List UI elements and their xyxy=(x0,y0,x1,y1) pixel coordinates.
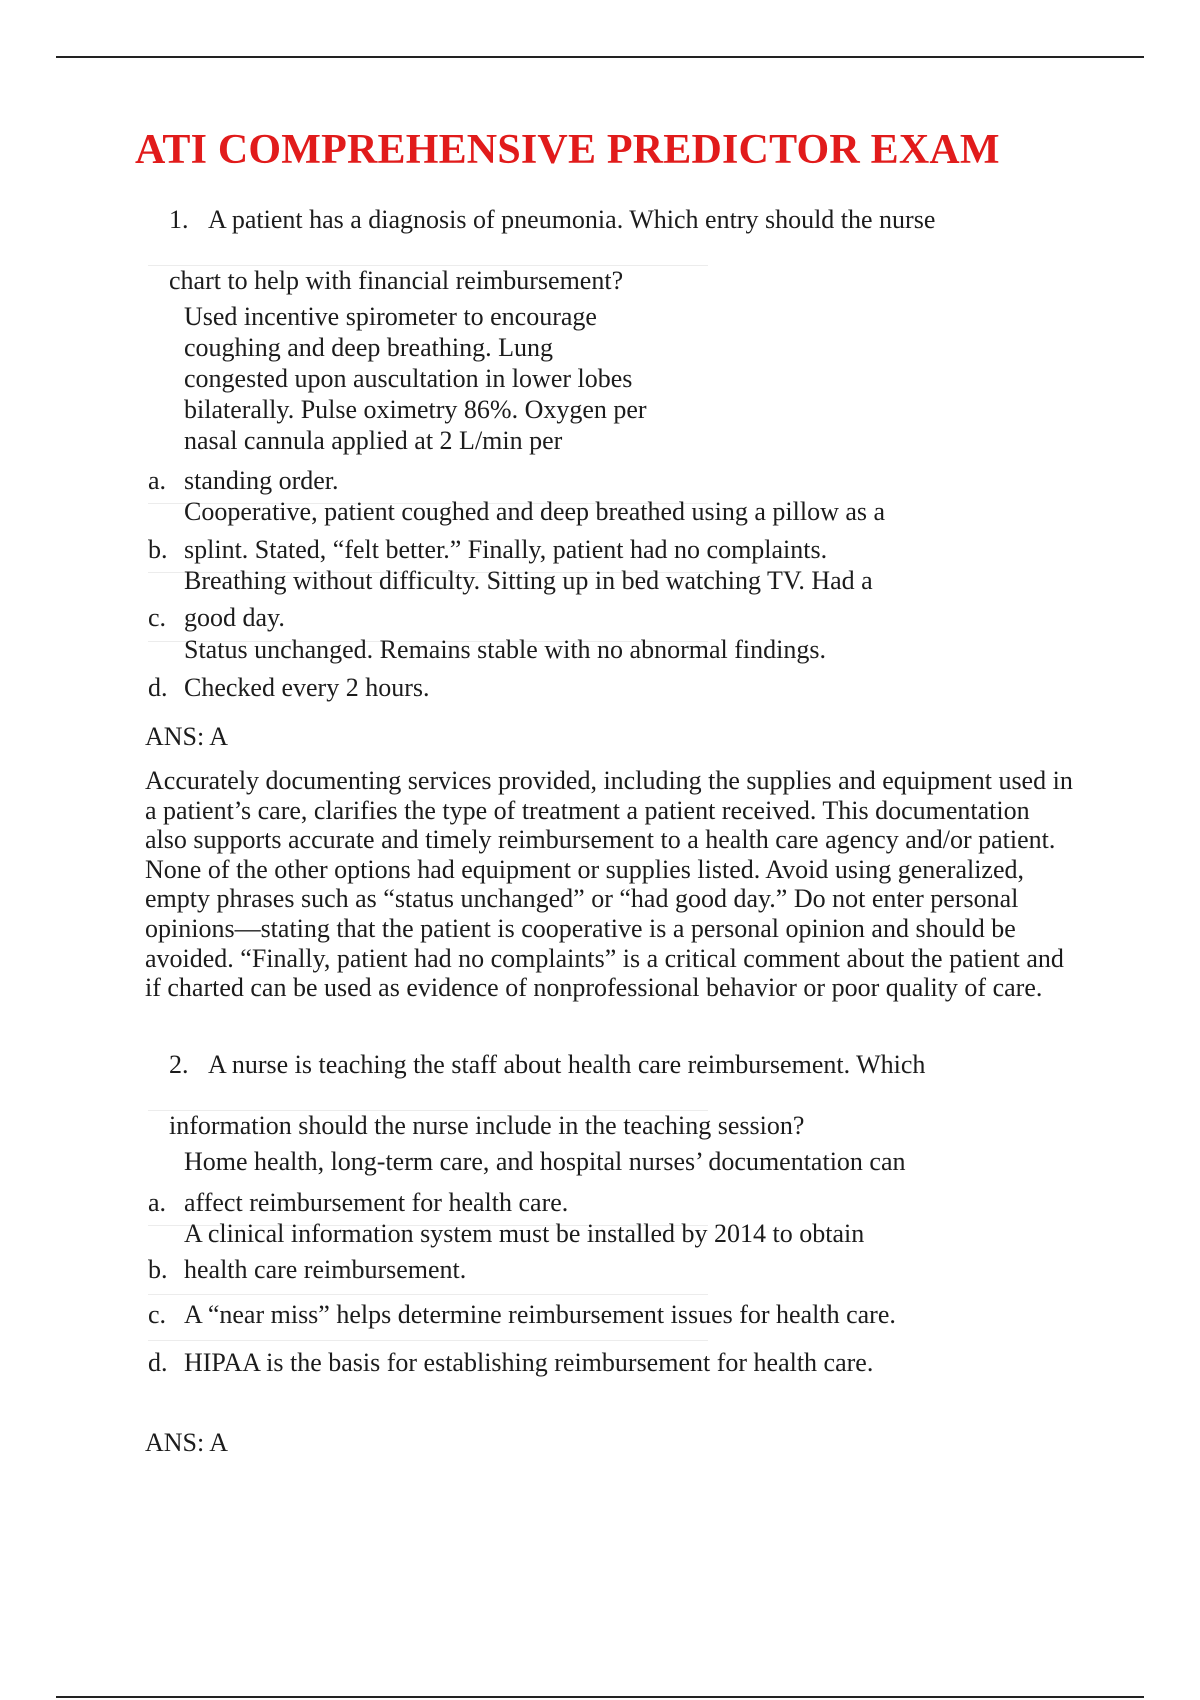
option-text-line: A clinical information system must be installed by 2014 to obtain xyxy=(184,1219,865,1248)
option-text-line: HIPAA is the basis for establishing reimbursement for health care. xyxy=(184,1348,874,1377)
page-title: ATI COMPREHENSIVE PREDICTOR EXAM xyxy=(135,127,1000,173)
option-text-line: health care reimbursement. xyxy=(184,1255,467,1284)
option-text-line: Checked every 2 hours. xyxy=(184,673,430,702)
option-text-line: good day. xyxy=(184,603,285,632)
question-stem-line: A patient has a diagnosis of pneumonia. Which entry should the nurse xyxy=(208,205,936,234)
question-stem-line: A nurse is teaching the staff about health care reimbursement. Which xyxy=(208,1050,926,1079)
rationale-paragraph: Accurately documenting services provided, including the supplies and equipment used in a patient’s care, clarifies the type of treatment a patient received. This documentation also supports accurate and timely reimbursement to a health care agency and/or patient. None of the other options had equipment or supplies listed. Avoid using generalized, empty phrases such as “status unchanged” or “had good day.” Do not enter personal opinions—stating that the patient is cooperative is a personal opinion and should be avoided. “Finally, patient had no complaints” is a critical comment about the patient and if charted can be used as evidence of nonprofessional behavior or poor quality of care. xyxy=(145,766,1073,1003)
option-text-line: splint. Stated, “felt better.” Finally, patient had no complaints. xyxy=(184,535,828,564)
answer-key: ANS: A xyxy=(145,722,229,751)
option-text-line: nasal cannula applied at 2 L/min per xyxy=(184,426,563,455)
option-letter: c. xyxy=(148,603,167,632)
header-rule xyxy=(56,56,1144,58)
question-number: 2. xyxy=(169,1050,189,1079)
option-letter: a. xyxy=(148,1188,167,1217)
option-text-line: Breathing without difficulty. Sitting up in bed watching TV. Had a xyxy=(184,566,873,595)
option-text-line: bilaterally. Pulse oximetry 86%. Oxygen per xyxy=(184,395,647,424)
option-text-line: congested upon auscultation in lower lobes xyxy=(184,364,633,393)
option-letter: c. xyxy=(148,1300,167,1329)
option-text-line: affect reimbursement for health care. xyxy=(184,1188,569,1217)
option-text-line: Status unchanged. Remains stable with no abnormal findings. xyxy=(184,635,826,664)
footer-rule xyxy=(56,1696,1144,1698)
question-number: 1. xyxy=(169,205,189,234)
faint-divider xyxy=(148,1294,708,1295)
option-letter: a. xyxy=(148,466,167,495)
question-stem-line: information should the nurse include in the teaching session? xyxy=(169,1111,805,1140)
option-text-line: Home health, long-term care, and hospital nurses’ documentation can xyxy=(184,1147,906,1176)
option-letter: b. xyxy=(148,535,168,564)
faint-divider xyxy=(148,1340,708,1341)
option-text-line: coughing and deep breathing. Lung xyxy=(184,333,553,362)
option-letter: d. xyxy=(148,673,168,702)
option-letter: b. xyxy=(148,1255,168,1284)
option-text-line: A “near miss” helps determine reimbursement issues for health care. xyxy=(184,1300,896,1329)
option-text-line: Cooperative, patient coughed and deep breathed using a pillow as a xyxy=(184,497,886,526)
option-letter: d. xyxy=(148,1348,168,1377)
question-stem-line: chart to help with financial reimbursement? xyxy=(169,266,624,295)
option-text-line: standing order. xyxy=(184,466,339,495)
option-text-line: Used incentive spirometer to encourage xyxy=(184,302,597,331)
answer-key: ANS: A xyxy=(145,1428,229,1457)
